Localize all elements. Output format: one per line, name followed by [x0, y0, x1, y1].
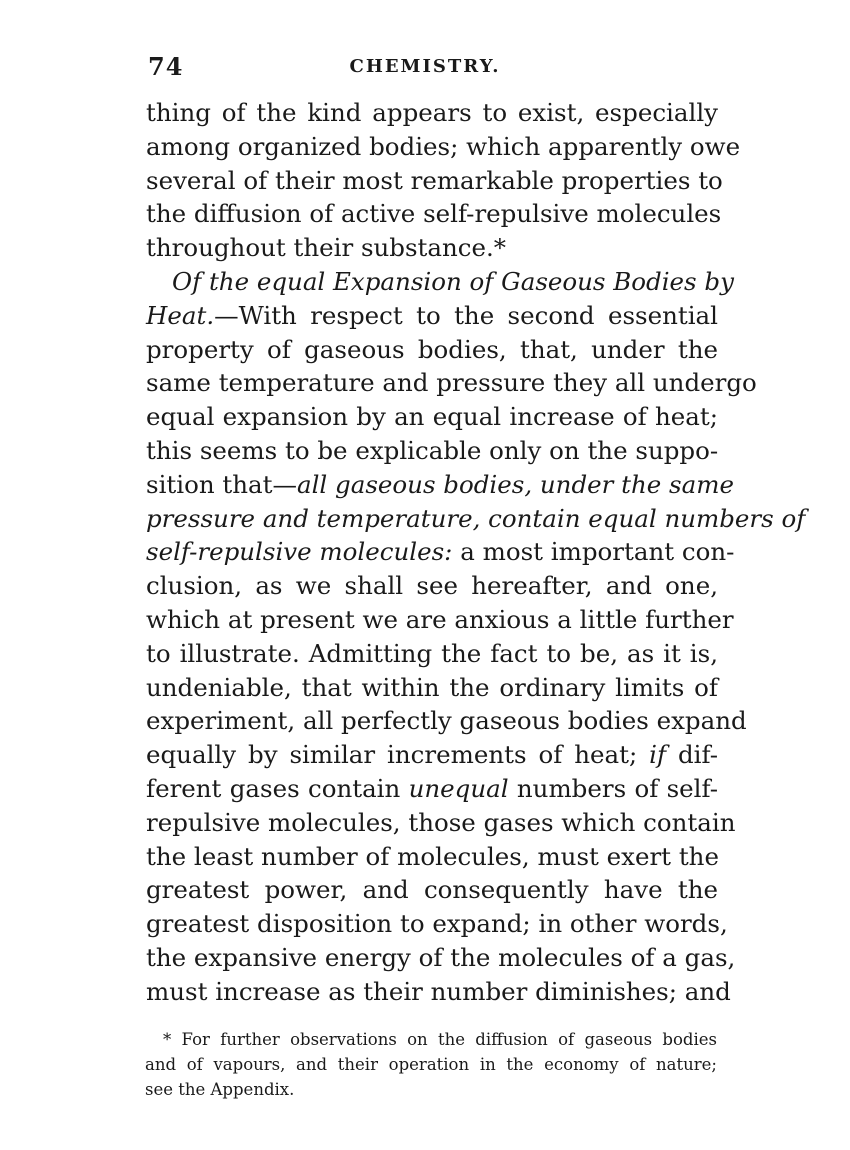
text-line: thing of the kind appears to exist, especially [146, 98, 718, 127]
text-run: —With respect to the second essential [214, 300, 718, 330]
text-line: the diffusion of active self-repulsive molecules [146, 199, 722, 229]
text-run: a most important con- [452, 537, 735, 567]
text-run: sition that— [146, 469, 297, 499]
footnote-line: * For further observations on the diffusion of gaseous bodies [163, 1030, 717, 1049]
footnote-line: and of vapours, and their operation in the economy of nature; [145, 1055, 717, 1074]
text-line: the expansive energy of the molecules of a gas, [146, 942, 736, 972]
text-run: equally by similar increments of heat; [146, 740, 650, 770]
text-line [146, 535, 735, 569]
running-head: CHEMISTRY. [349, 56, 501, 77]
text-line: among organized bodies; which apparently owe [146, 131, 741, 161]
text-line: which at present we are anxious a little further [146, 604, 734, 634]
text-run: ferent gases contain [146, 773, 409, 803]
text-line: greatest disposition to expand; in other words, [146, 909, 728, 939]
text-line [146, 468, 734, 502]
footnote [145, 1027, 717, 1102]
text-line: property of gaseous bodies, that, under the [146, 334, 718, 364]
italic-run: Of the equal Expansion of Gaseous Bodies by [172, 266, 734, 296]
text-line: to illustrate. Admitting the fact to be, as it is, [146, 638, 718, 668]
body-text [146, 96, 806, 1009]
text-line [146, 502, 806, 536]
text-line: undeniable, that within the ordinary limits of [146, 672, 718, 702]
text-line: same temperature and pressure they all undergo [146, 368, 757, 398]
text-line: the least number of molecules, must exert the [146, 841, 719, 871]
text-line: throughout their substance.* [146, 233, 507, 263]
text-line: experiment, all perfectly gaseous bodies expand [146, 706, 747, 736]
text-line [146, 738, 718, 772]
text-line: clusion, as we shall see hereafter, and one, [146, 571, 718, 601]
text-line: several of their most remarkable properties to [146, 165, 723, 195]
page-number: 74 [148, 52, 184, 81]
text-line: greatest power, and consequently have the [146, 875, 718, 905]
text-line: repulsive molecules, those gases which contain [146, 807, 736, 837]
text-run: dif- [666, 740, 718, 770]
text-line: equal expansion by an equal increase of heat; [146, 402, 718, 432]
text-line [146, 299, 718, 333]
text-line [146, 265, 734, 299]
italic-run: unequal [408, 773, 509, 803]
text-run: numbers of self- [508, 773, 718, 803]
italic-run: pressure and temperature, contain equal numbers of [146, 503, 806, 533]
italic-run: self-repulsive molecules: [146, 537, 453, 567]
footnote-line: see the Appendix. [145, 1080, 295, 1099]
italic-run: Heat. [146, 300, 215, 330]
text-line [146, 772, 718, 806]
italic-run: if [649, 740, 667, 770]
italic-run: all gaseous bodies, under the same [296, 469, 734, 499]
text-line: must increase as their number diminishes; and [146, 976, 731, 1006]
text-line: this seems to be explicable only on the suppo- [146, 435, 719, 465]
